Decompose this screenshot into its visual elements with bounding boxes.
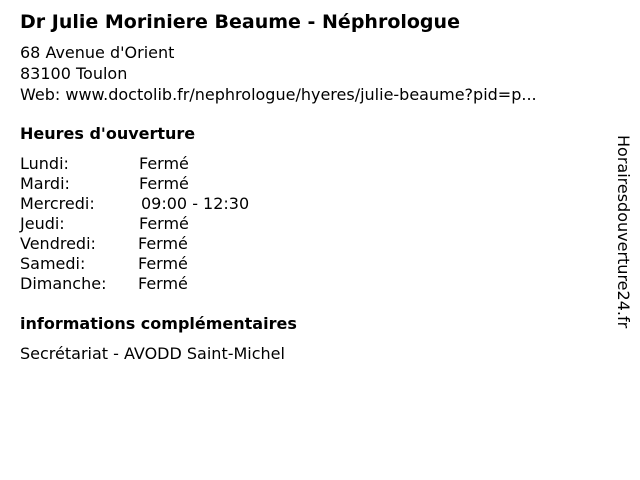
hours-time-value: Fermé <box>138 274 188 293</box>
hours-time-value: Fermé <box>138 254 188 273</box>
opening-hours-heading: Heures d'ouverture <box>20 124 196 143</box>
hours-day-label: Mardi: <box>20 174 70 193</box>
hours-time-value: Fermé <box>138 234 188 253</box>
additional-info-text: Secrétariat - AVODD Saint-Michel <box>20 344 285 363</box>
hours-day-label: Jeudi: <box>20 214 65 233</box>
hours-time-value: Fermé <box>139 154 189 173</box>
hours-day-label: Mercredi: <box>20 194 95 213</box>
site-watermark: Horairesdouverture24.fr <box>614 135 633 329</box>
hours-day-label: Vendredi: <box>20 234 96 253</box>
page-title: Dr Julie Moriniere Beaume - Néphrologue <box>20 11 460 33</box>
hours-time-value: Fermé <box>139 214 189 233</box>
address-street: 68 Avenue d'Orient <box>20 43 175 62</box>
hours-time-value: Fermé <box>139 174 189 193</box>
address-city: 83100 Toulon <box>20 64 128 83</box>
hours-day-label: Samedi: <box>20 254 86 273</box>
additional-info-heading: informations complémentaires <box>20 314 297 333</box>
hours-time-value: 09:00 - 12:30 <box>141 194 250 213</box>
hours-day-label: Dimanche: <box>20 274 107 293</box>
hours-day-label: Lundi: <box>20 154 69 173</box>
website-link[interactable]: Web: www.doctolib.fr/nephrologue/hyeres/julie-beaume?pid=p... <box>20 85 537 104</box>
